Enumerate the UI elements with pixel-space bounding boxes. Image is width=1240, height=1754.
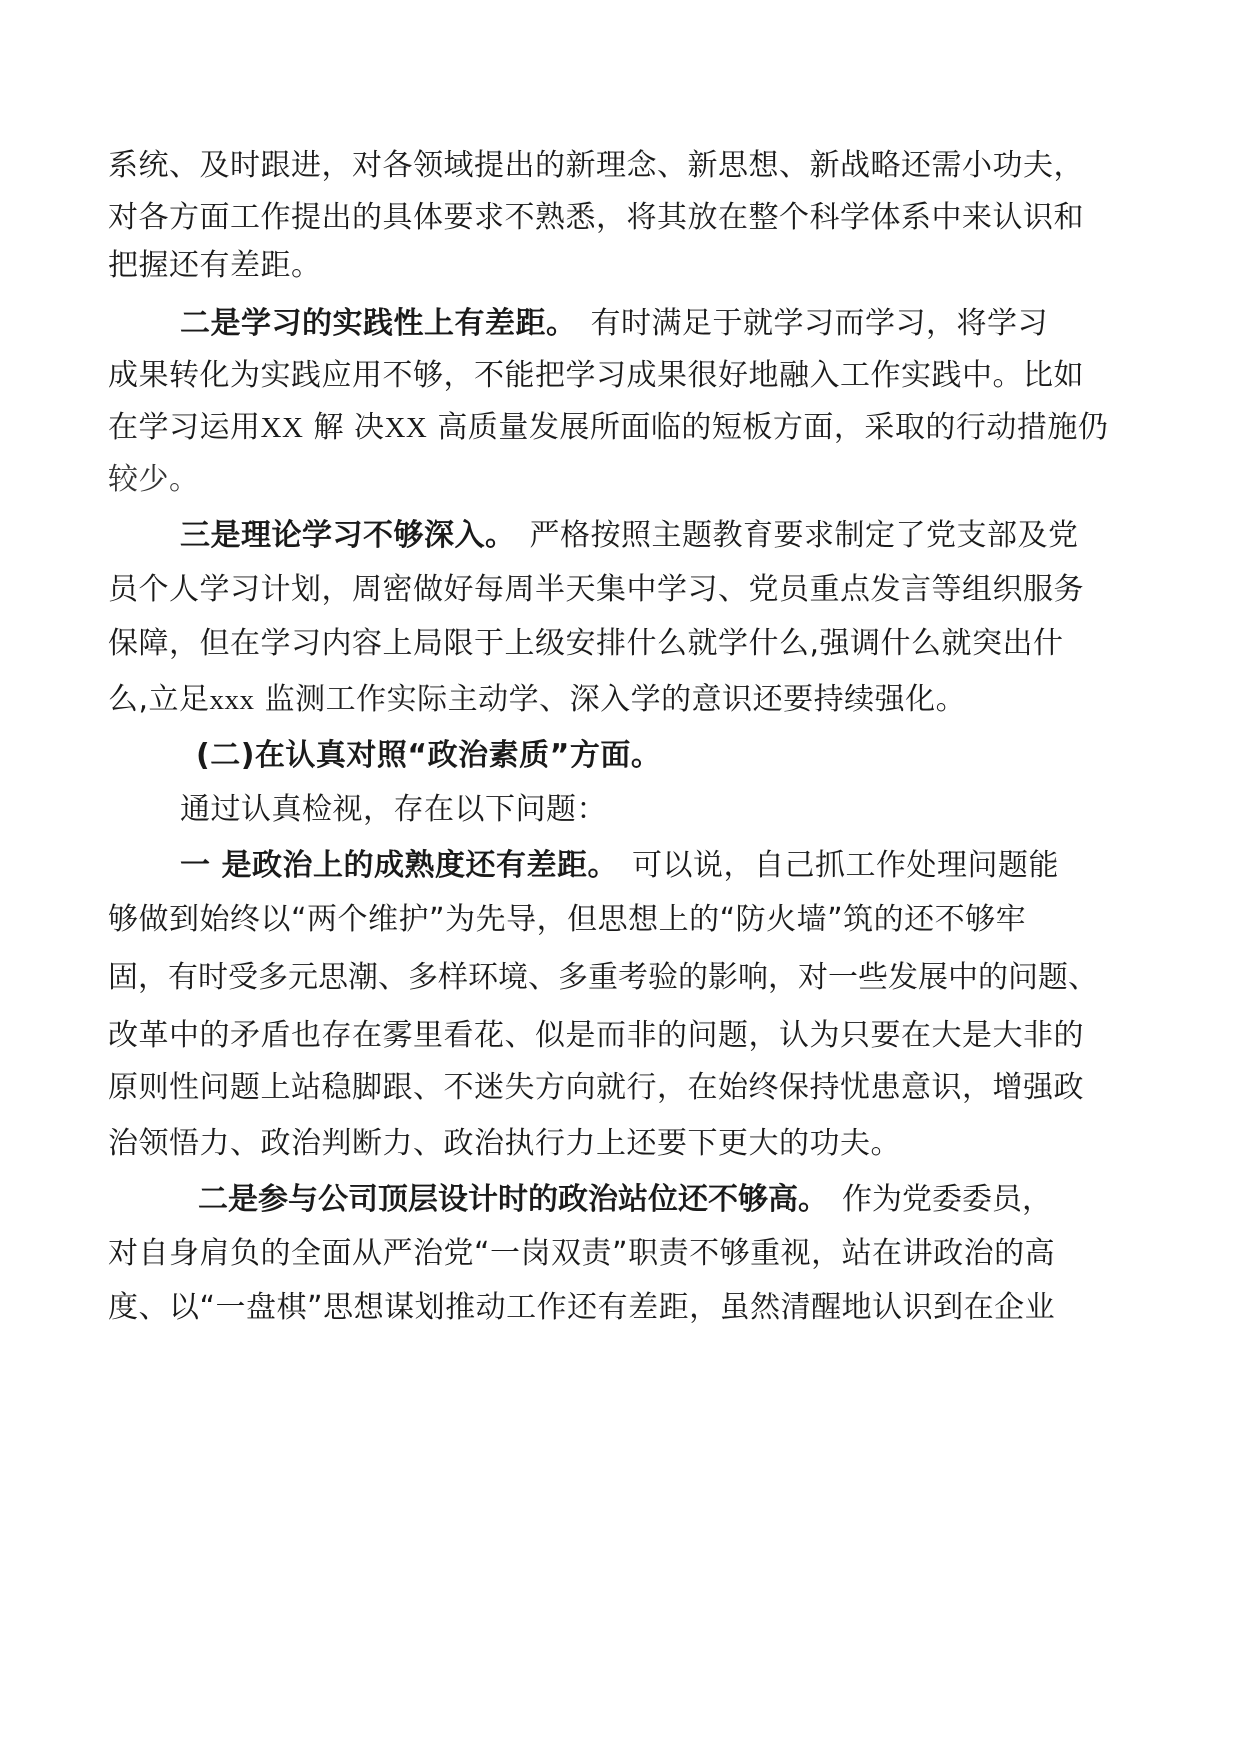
line-text: 原则性问题上站稳脚跟、不迷失方向就行，在始终保持忧患意识，增强政 <box>108 1070 1084 1105</box>
placeholder-term: xxx <box>209 684 255 716</box>
section-heading <box>196 736 661 776</box>
heading-text: (二)在认真对照“政治素质”方面。 <box>196 738 662 773</box>
line-text: 够做到始终以“两个维护”为先导，但思想上的“防火墙”筑的还不够牢 <box>108 902 1027 937</box>
paragraph-lead: 二是参与公司顶层设计时的政治站位还不够高。 <box>198 1182 828 1217</box>
placeholder-term: XX <box>384 412 428 444</box>
placeholder-term: XX <box>260 412 304 444</box>
body-line <box>108 246 322 286</box>
line-text: 对各方面工作提出的具体要求不熟悉，将其放在整个科学体系中来认识和 <box>108 200 1084 235</box>
body-line <box>108 1124 901 1164</box>
line-text: 治领悟力、政治判断力、政治执行力上还要下更大的功夫。 <box>108 1126 901 1161</box>
line-text: 监测工作实际主动学、深入学的意识还要持续强化。 <box>264 682 967 717</box>
paragraph-lead: 一 是政治上的成熟度还有差距。 <box>180 848 618 883</box>
body-line <box>108 408 1108 448</box>
line-text: 么,立足 <box>108 682 210 717</box>
body-line <box>108 624 1064 664</box>
body-line <box>108 1234 1055 1274</box>
paragraph-lead: 三是理论学习不够深入。 <box>180 518 516 553</box>
body-line <box>108 146 1084 186</box>
line-text: 系统、及时跟进，对各领域提出的新理念、新思想、新战略还需小功夫， <box>108 148 1084 183</box>
line-text: 作为党委委员， <box>842 1182 1052 1217</box>
paragraph-lead: 二是学习的实践性上有差距。 <box>180 306 577 341</box>
body-line <box>108 356 1084 396</box>
line-text: 高质量发展所面临的短板方面，采取的行动措施仍 <box>437 410 1109 445</box>
body-line <box>108 198 1084 238</box>
line-text: 对自身肩负的全面从严治党“一岗双责”职责不够重视，站在讲政治的高 <box>108 1236 1056 1271</box>
line-text: 把握还有差距。 <box>108 248 322 283</box>
line-text: 员个人学习计划，周密做好每周半天集中学习、党员重点发言等组织服务 <box>108 572 1084 607</box>
paragraph-line <box>180 304 1048 344</box>
body-line <box>108 900 1026 940</box>
line-text: 较少。 <box>108 462 200 497</box>
body-line <box>180 790 607 830</box>
paragraph-line <box>180 846 1059 886</box>
line-text: 度、以“一盘棋”思想谋划推动工作还有差距，虽然清醒地认识到在企业 <box>108 1290 1056 1325</box>
line-text: 改革中的矛盾也存在雾里看花、似是而非的问题，认为只要在大是大非的 <box>108 1018 1084 1053</box>
line-text: 有时满足于就学习而学习，将学习 <box>590 306 1048 341</box>
paragraph-line <box>180 516 1079 556</box>
line-text: 通过认真检视，存在以下问题： <box>180 792 607 827</box>
line-text: 固，有时受多元思潮、多样环境、多重考验的影响，对一些发展中的问题、 <box>108 960 1098 995</box>
body-line <box>108 680 966 720</box>
line-text: 解 决 <box>313 410 385 445</box>
body-line <box>108 958 1098 998</box>
body-line <box>108 460 200 500</box>
line-text: 可以说，自己抓工作处理问题能 <box>631 848 1059 883</box>
body-line <box>108 570 1084 610</box>
body-line <box>108 1016 1084 1056</box>
line-text: 成果转化为实践应用不够，不能把学习成果很好地融入工作实践中。比如 <box>108 358 1084 393</box>
body-line <box>108 1068 1084 1108</box>
line-text: 严格按照主题教育要求制定了党支部及党 <box>529 518 1079 553</box>
body-line <box>108 1288 1055 1328</box>
paragraph-line <box>198 1180 1052 1220</box>
line-text: 保障，但在学习内容上局限于上级安排什么就学什么,强调什么就突出什 <box>108 626 1064 661</box>
line-text: 在学习运用 <box>108 410 261 445</box>
